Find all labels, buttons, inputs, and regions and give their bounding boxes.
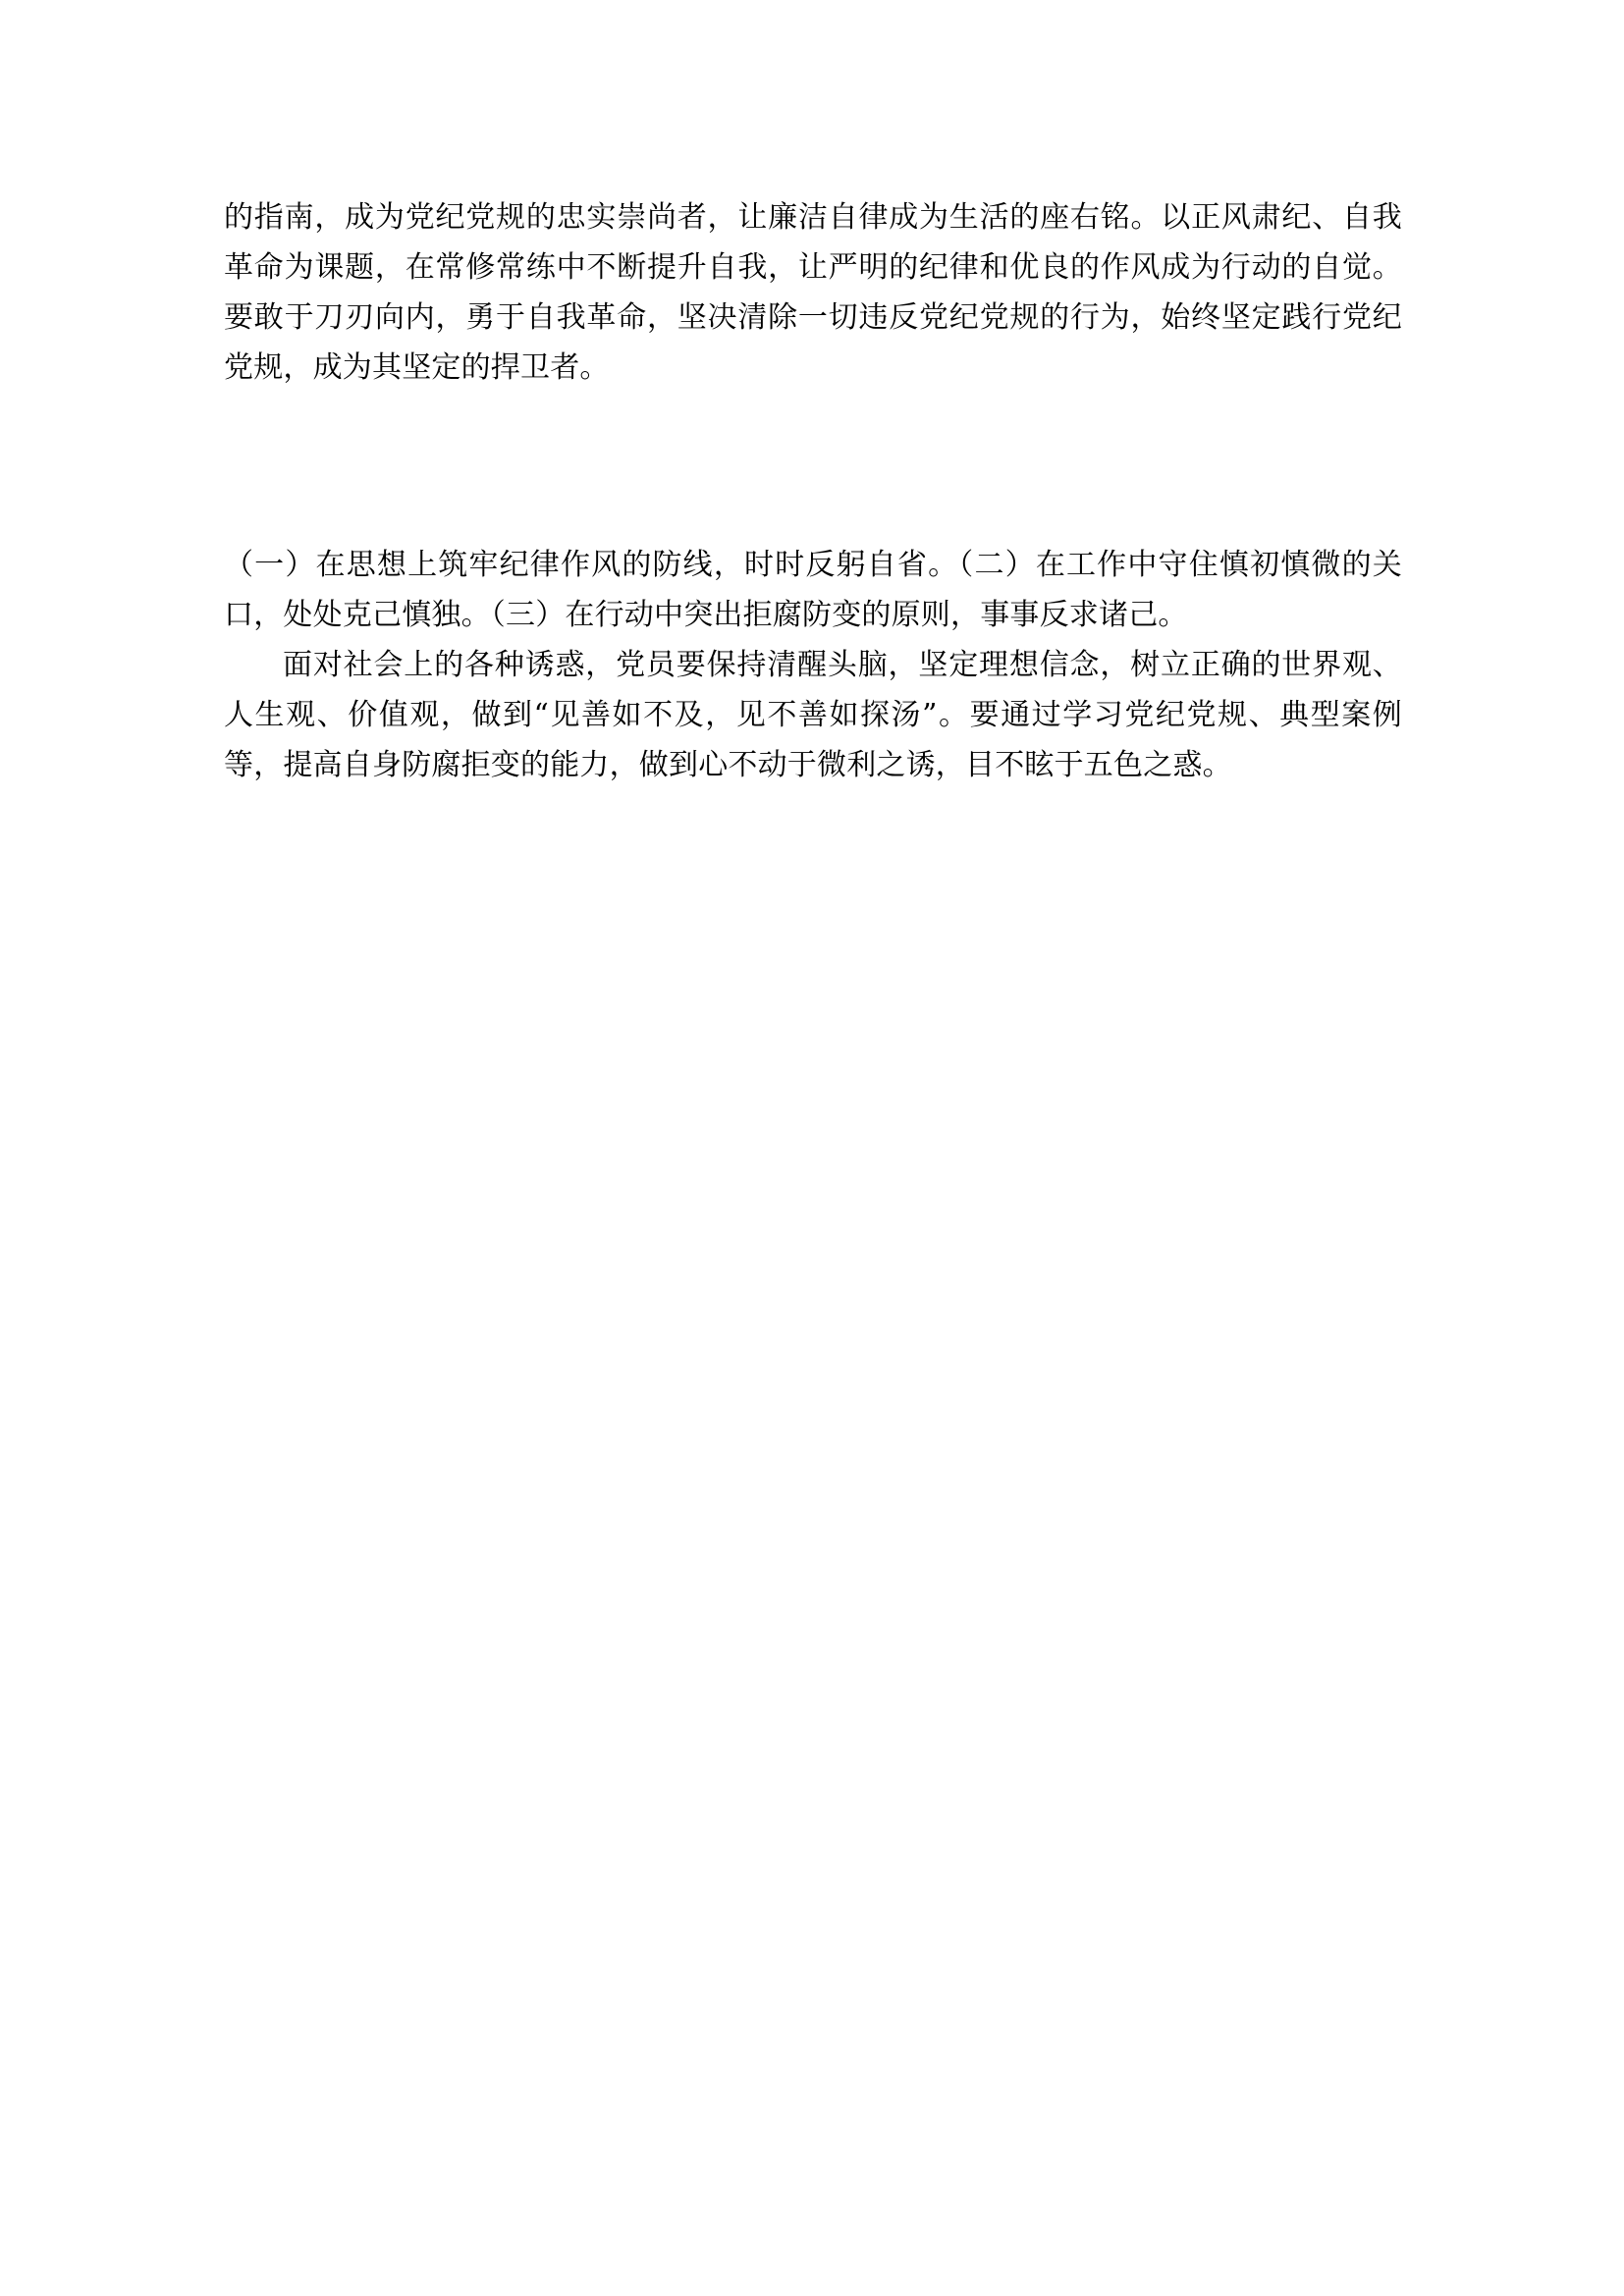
paragraph-3: 面对社会上的各种诱惑，党员要保持清醒头脑，坚定理想信念，树立正确的世界观、人生观、价值观，做到“见善如不及，见不善如探汤”。要通过学习党纪党规、典型案例等，提高自身防腐拒变的能力，做到心不动于微利之诱，目不眩于五色之惑。 bbox=[224, 648, 1402, 782]
paragraph-1: 的指南，成为党纪党规的忠实崇尚者，让廉洁自律成为生活的座右铭。以正风肃纪、自我革命为课题，在常修常练中不断提升自我，让严明的纪律和优良的作风成为行动的自觉。要敢于刀刃向内，勇于自我革命，坚决清除一切违反党纪党规的行为，始终坚定践行党纪党规，成为其坚定的捍卫者。 bbox=[224, 200, 1402, 385]
paragraph-2: （一）在思想上筑牢纪律作风的防线，时时反躬自省。（二）在工作中守住慎初慎微的关口，处处克己慎独。（三）在行动中突出拒腐防变的原则，事事反求诸己。 bbox=[224, 548, 1402, 632]
paragraph-spacer bbox=[224, 393, 1402, 540]
document-body bbox=[224, 192, 1402, 790]
